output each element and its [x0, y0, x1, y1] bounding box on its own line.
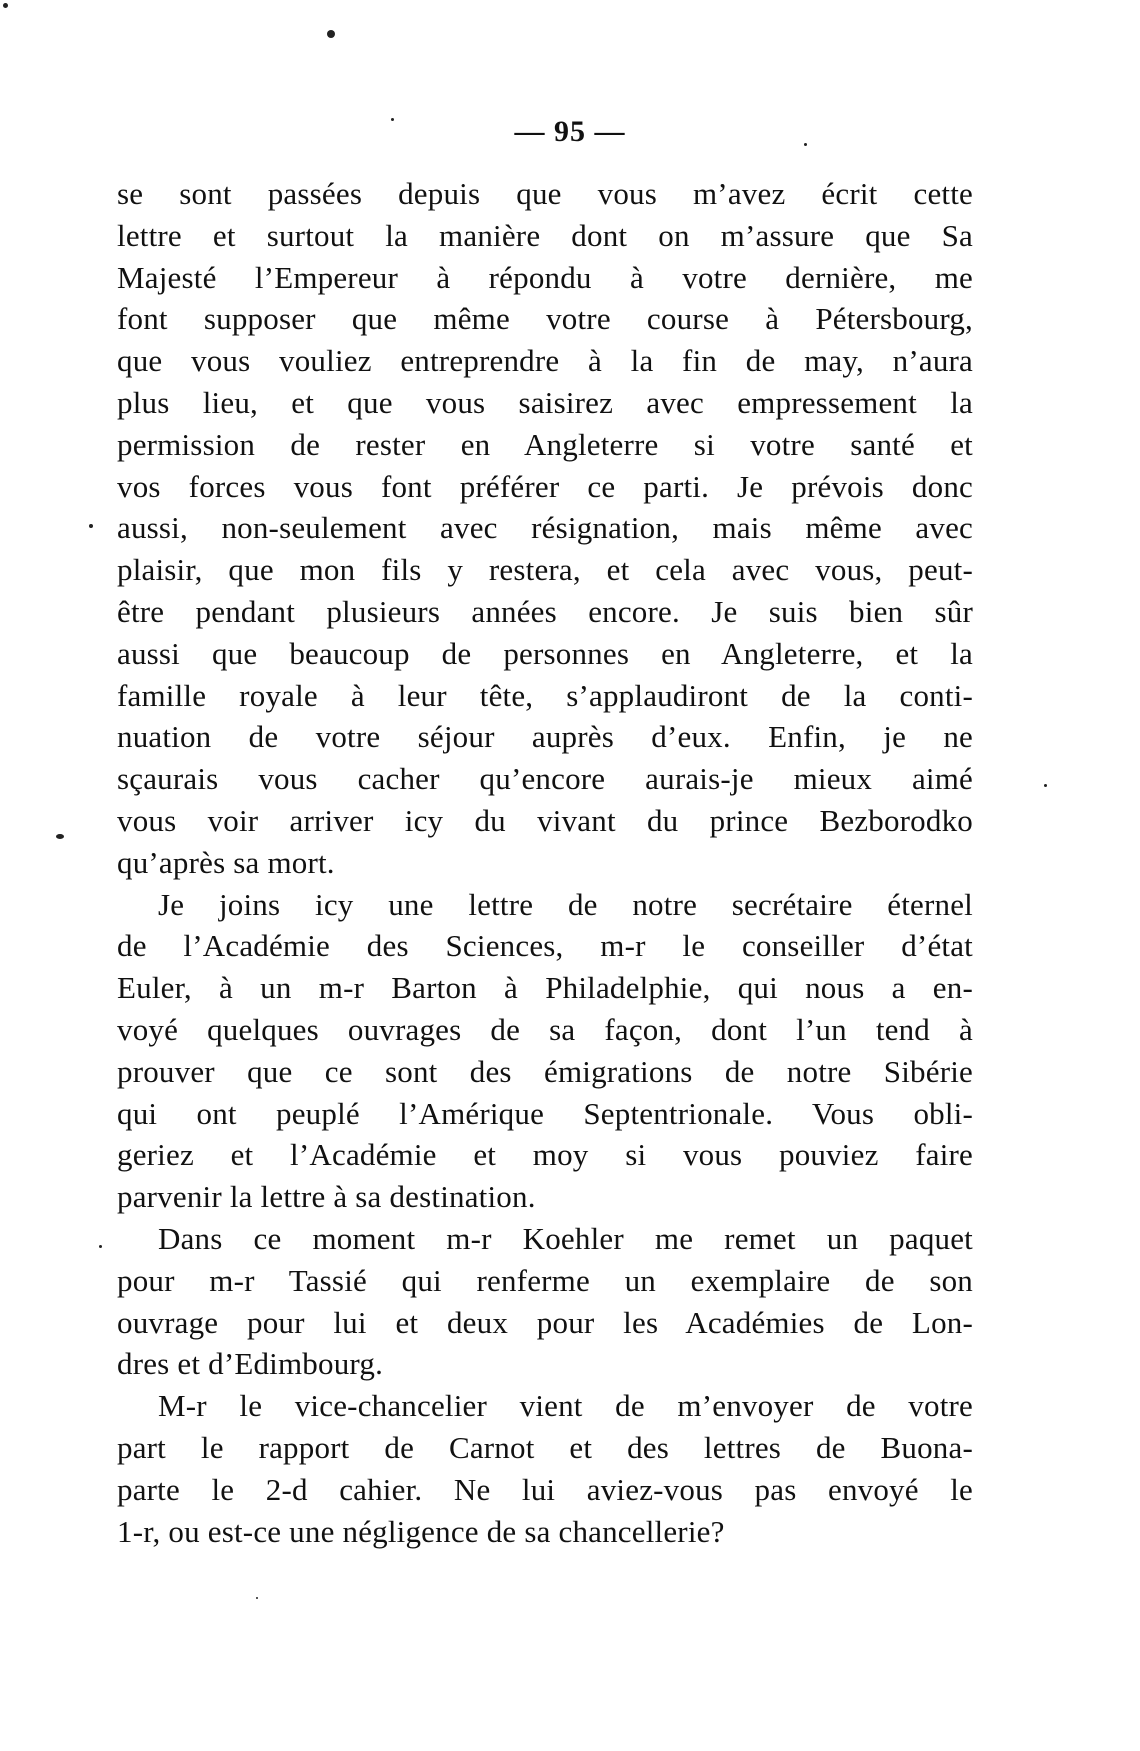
text-line: dres et d’Edimbourg. [117, 1346, 384, 1382]
text-line: M-r le vice-chancelier vient de m’envoyer de votre [158, 1388, 973, 1424]
text-line: aussi que beaucoup de personnes en Angleterre, et la [117, 635, 973, 671]
text-line: qui ont peuplé l’Amérique Septentrionale. Vous obli- [117, 1095, 973, 1131]
text-line: famille royale à leur tête, s’applaudiront de la conti- [117, 677, 973, 713]
text-line: se sont passées depuis que vous m’avez écrit cette [117, 176, 973, 211]
text-line: geriez et l’Académie et moy si vous pouviez faire [117, 1137, 973, 1173]
text-line: permission de rester en Angleterre si votre santé et [117, 426, 973, 462]
text-line: être pendant plusieurs années encore. Je suis bien sûr [117, 593, 973, 629]
text-line: 1-r, ou est-ce une négligence de sa chancellerie? [117, 1513, 725, 1549]
text-line: que vous vouliez entreprendre à la fin de may, n’aura [117, 343, 973, 379]
text-line: font supposer que même votre course à Pétersbourg, [117, 301, 973, 337]
text-line: ouvrage pour lui et deux pour les Académies de Lon- [117, 1304, 973, 1340]
text-line: Majesté l’Empereur à répondu à votre dernière, me [117, 259, 973, 295]
ink-speck [99, 1245, 102, 1248]
text-line: nuation de votre séjour auprès d’eux. Enfin, je ne [117, 719, 973, 755]
text-line: prouver que ce sont des émigrations de notre Sibérie [117, 1053, 973, 1089]
text-line: aussi, non-seulement avec résignation, mais même avec [117, 510, 973, 546]
ink-speck [327, 30, 335, 38]
text-line: pour m-r Tassié qui renferme un exemplaire de son [117, 1262, 973, 1298]
text-line: parvenir la lettre à sa destination. [117, 1179, 536, 1215]
text-line: de l’Académie des Sciences, m-r le conseiller d’état [117, 928, 973, 964]
text-line: Je joins icy une lettre de notre secrétaire éternel [158, 886, 973, 922]
page-number: — 95 — [514, 115, 626, 148]
ink-speck [89, 524, 93, 528]
text-line: Euler, à un m-r Barton à Philadelphie, qui nous a en- [117, 970, 973, 1006]
ink-speck [1044, 784, 1047, 787]
ink-speck [3, 3, 8, 8]
text-line: lettre et surtout la manière dont on m’assure que Sa [117, 217, 973, 253]
ink-speck [56, 834, 64, 839]
text-line: voyé quelques ouvrages de sa façon, dont l’un tend à [117, 1011, 973, 1047]
text-line: parte le 2-d cahier. Ne lui aviez-vous pas envoyé le [117, 1471, 973, 1507]
body-text [117, 173, 973, 1552]
ink-speck [256, 1597, 258, 1599]
text-line: Dans ce moment m-r Koehler me remet un paquet [158, 1220, 973, 1256]
text-line: sçaurais vous cacher qu’encore aurais-je mieux aimé [117, 761, 973, 797]
text-line: part le rapport de Carnot et des lettres de Buona- [117, 1429, 973, 1465]
text-line: vous voir arriver icy du vivant du prince Bezborodko [117, 802, 973, 838]
text-line: plus lieu, et que vous saisirez avec empressement la [117, 384, 973, 420]
text-line: qu’après sa mort. [117, 844, 335, 880]
text-line: plaisir, que mon fils y restera, et cela avec vous, peut- [117, 552, 973, 588]
text-line: vos forces vous font préférer ce parti. Je prévois donc [117, 468, 973, 504]
